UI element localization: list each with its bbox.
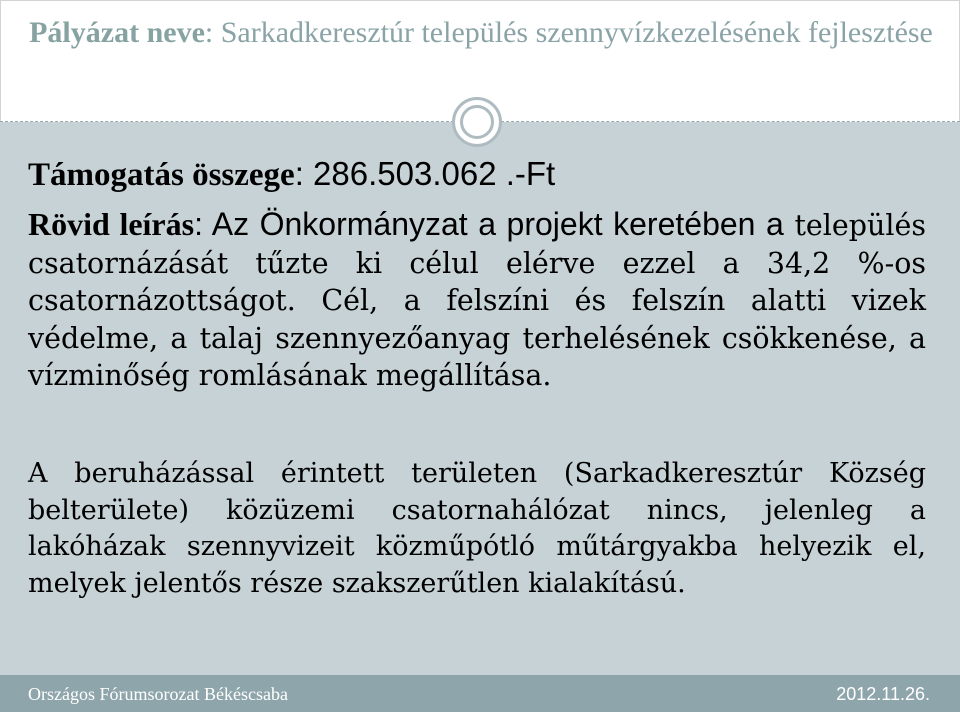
support-value: : 286.503.062 .-Ft	[294, 155, 556, 192]
support-amount	[28, 154, 926, 195]
slide-title	[21, 15, 941, 51]
short-description-label: Rövid leírás	[28, 206, 195, 242]
support-label: Támogatás összege	[28, 157, 295, 193]
title-text: : Sarkadkeresztúr település szennyvízkezelésének fejlesztése	[204, 16, 933, 49]
short-description-intro: : Az Önkormányzat a projekt keretében a	[194, 206, 784, 242]
divider-ring-inner	[460, 105, 494, 139]
short-description	[28, 206, 926, 395]
footer-date: 2012.11.26.	[836, 684, 930, 704]
footer-event-name: Országos Fórumsorozat Békéscsaba	[28, 684, 288, 704]
footer	[0, 675, 960, 712]
short-description-text: település csatornázását tűzte ki célul elérve ezzel a 34,2 %-os csatornázottságot. Cél, a felszíni és felszín alatti vizek védelme, a talaj szennyezőanyag terhelésének csökkenése, a vízminőség romlásának megállítása.	[28, 209, 926, 392]
title-label: Pályázat neve	[29, 16, 205, 49]
divider-ring-ornament	[452, 97, 502, 147]
paragraph-2: A beruházással érintett területen (Sarkadkeresztúr Község belterülete) közüzemi csatornahálózat nincs, jelenleg a lakóházak szennyvizeit közműpótló műtárgyakba helyezik el, melyek jelentős része szakszerűtlen kialakítású.	[28, 458, 926, 599]
